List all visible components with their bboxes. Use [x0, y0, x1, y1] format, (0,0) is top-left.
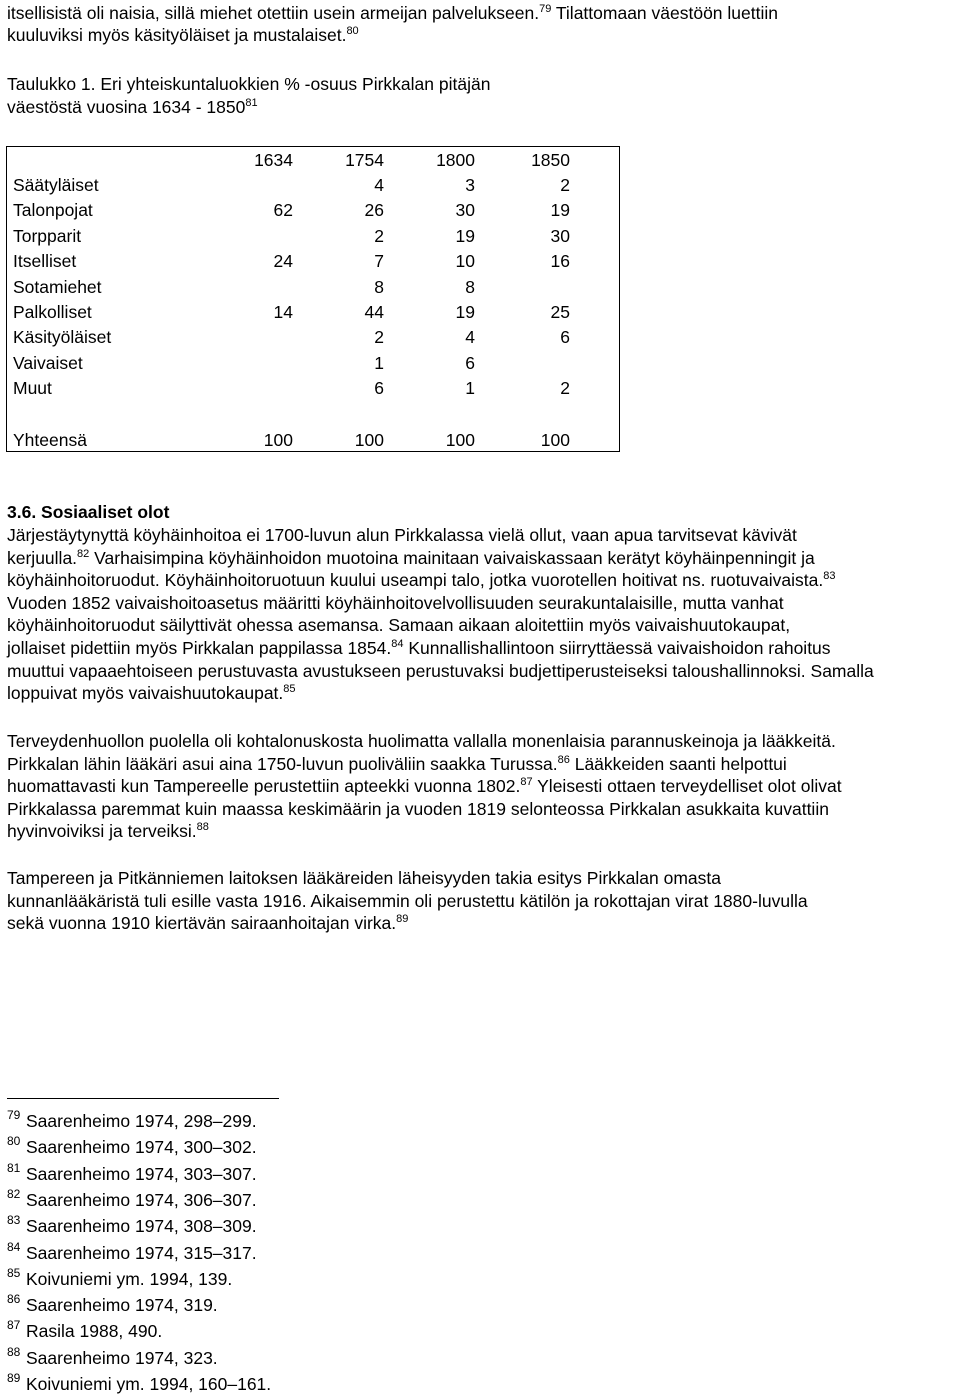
- footnote-text: Saarenheimo 1974, 306–307.: [26, 1189, 257, 1210]
- line-text: kerjuulla.: [7, 547, 78, 568]
- table-cell: 1: [465, 378, 475, 399]
- year-header: 1754: [345, 150, 384, 170]
- year-header: 1634: [254, 150, 293, 170]
- text-line: [7, 660, 874, 682]
- year-header: 1800: [436, 150, 475, 170]
- line-text: köyhäinhoitoruodut. Köyhäinhoitoruotuun kuului useampi talo, jotka vuorotellen hoitivat ns. ruotuvaivaista.: [7, 570, 824, 591]
- footnote-text: Koivuniemi ym. 1994, 139.: [26, 1268, 233, 1289]
- row-label: Talonpojat: [13, 200, 93, 221]
- row-label: Torpparit: [13, 225, 82, 246]
- table-cell: 1: [374, 352, 384, 373]
- line-text: Lääkkeiden saanti helpottui: [569, 753, 787, 774]
- table-cell: 25: [550, 302, 570, 322]
- row-label: Käsityöläiset: [13, 327, 112, 348]
- table-cell: 2: [374, 327, 384, 348]
- table-cell: 2: [560, 378, 570, 399]
- footnote-item: $^{86}$ Saarenheimo 1974, 319.: [7, 1292, 218, 1316]
- row-label: Sotamiehet: [13, 276, 102, 297]
- line-text: Pirkkalassa paremmat kuin maassa keskimäärin ja vuoden 1819 selonteossa Pirkkalan asukkaita kuvattiin: [7, 798, 829, 819]
- text-line: [7, 890, 808, 912]
- text-line: [7, 569, 835, 591]
- table-cell: 100: [354, 430, 384, 450]
- table-header-row: [7, 149, 619, 171]
- line-text: köyhäinhoitoruodut säilyttivät ohessa asemansa. Samaan aikaan aloitettiin myös vaivaishuutokaupat,: [7, 615, 791, 636]
- table-cell: 6: [465, 352, 475, 373]
- footnote-item: $^{84}$ Saarenheimo 1974, 315–317.: [7, 1239, 257, 1263]
- line-text: Pirkkalan lähin lääkäri asui aina 1750-luvun puoliväliin saakka Turussa.: [7, 753, 558, 774]
- statistics-table: [6, 146, 620, 452]
- table-row: [7, 250, 619, 272]
- footnote-ref[interactable]: 86: [557, 753, 570, 766]
- line-text: Yleisesti ottaen terveydelliset olot olivat: [532, 776, 842, 797]
- line-text: Tampereen ja Pitkänniemen laitoksen lääkäreiden läheisyyden takia esitys Pirkkalan omasta: [7, 868, 721, 888]
- table-cell: 19: [455, 302, 475, 322]
- footnote-ref[interactable]: 84: [391, 638, 404, 650]
- table-cell: 26: [364, 200, 384, 221]
- footnote-text: Rasila 1988, 490.: [26, 1321, 163, 1342]
- table-cell: 30: [455, 200, 475, 221]
- footnote-item: $^{88}$ Saarenheimo 1974, 323.: [7, 1344, 218, 1368]
- footnote-text: Saarenheimo 1974, 323.: [26, 1347, 218, 1368]
- line-text: Vuoden 1852 vaivaishoitoasetus määritti köyhäinhoitovelvollisuuden seurakuntalaisille, mutta vanhat: [7, 592, 784, 613]
- table-cell: 24: [273, 251, 293, 272]
- text-line: [7, 637, 831, 659]
- footnote-item: $^{83}$ Saarenheimo 1974, 308–309.: [7, 1213, 257, 1237]
- footnote-text: Saarenheimo 1974, 308–309.: [26, 1216, 257, 1237]
- text-line: [7, 820, 209, 842]
- line-text: Kunnallishallintoon siirryttäessä vaivaishoidon rahoitus: [403, 638, 831, 658]
- line-text: sekä vuonna 1910 kiertävän sairaanhoitajan virka.: [7, 913, 397, 934]
- table-cell: 19: [550, 200, 570, 221]
- table-cell: 100: [540, 430, 570, 450]
- row-label: Yhteensä: [13, 430, 87, 450]
- row-label: Säätyläiset: [13, 175, 99, 195]
- line-text: Varhaisimpina köyhäinhoidon muotoina mainitaan vaivaiskassaan kerätyt köyhäinpenningit ja: [89, 547, 815, 568]
- table-caption-line-1: Taulukko 1. Eri yhteiskuntaluokkien % -osuus Pirkkalan pitäjän: [7, 74, 491, 94]
- intro-text: itsellisistä oli naisia, sillä miehet otettiin usein armeijan palvelukseen.: [7, 3, 540, 23]
- table-cell: 4: [374, 175, 384, 195]
- table-cell: 16: [550, 251, 570, 272]
- footnote-text: Saarenheimo 1974, 319.: [26, 1295, 218, 1316]
- line-text: muuttui vapaaehtoiseen perustuvasta avustukseen perustuvaksi budjettiperusteiseksi taloushallinnoksi. Samalla: [7, 660, 874, 681]
- footnote-item: $^{89}$ Koivuniemi ym. 1994, 160–161.: [7, 1371, 272, 1394]
- text-line: [7, 614, 790, 636]
- line-text: loppuivat myös vaivaishuutokaupat.: [7, 683, 284, 704]
- footnote-ref[interactable]: 79: [539, 3, 552, 15]
- footnote-ref[interactable]: 82: [77, 547, 90, 560]
- intro-text: kuuluviksi myös käsityöläiset ja mustalaiset.: [7, 25, 347, 45]
- line-text: Terveydenhuollon puolella oli kohtalonuskosta huolimatta vallalla monenlaisia parannuskeinoja ja lääkkeitä.: [7, 731, 836, 751]
- footnote-ref[interactable]: 88: [196, 821, 209, 834]
- text-line: [7, 912, 408, 934]
- footnote-item: $^{80}$ Saarenheimo 1974, 300–302.: [7, 1134, 257, 1158]
- text-line: [7, 592, 784, 614]
- table-row: [7, 377, 619, 399]
- table-cell: 3: [465, 175, 475, 195]
- intro-line-2: [7, 24, 359, 46]
- table-cell: 30: [550, 225, 570, 246]
- table-cell: 19: [455, 225, 475, 246]
- table-cell: 6: [374, 378, 384, 399]
- footnote-divider: [7, 1098, 279, 1099]
- year-header: 1850: [531, 150, 570, 170]
- table-row: [7, 225, 619, 247]
- text-line: [7, 547, 815, 569]
- footnote-ref[interactable]: 83: [823, 570, 836, 583]
- text-line: [7, 682, 296, 704]
- table-cell: 4: [465, 327, 475, 348]
- footnote-ref[interactable]: 85: [283, 683, 296, 696]
- table-cell: 2: [374, 225, 384, 246]
- footnote-text: Koivuniemi ym. 1994, 160–161.: [26, 1374, 272, 1394]
- row-label: Muut: [13, 378, 52, 399]
- table-total-row: [7, 429, 619, 451]
- row-label: Itselliset: [13, 251, 77, 272]
- footnote-item: $^{79}$ Saarenheimo 1974, 298–299.: [7, 1108, 257, 1131]
- line-text: jollaiset pidettiin myös Pirkkalan pappilassa 1854.: [7, 638, 392, 658]
- table-row: [7, 301, 619, 323]
- row-label: Palkolliset: [13, 302, 92, 322]
- footnote-text: Saarenheimo 1974, 315–317.: [26, 1242, 257, 1263]
- table-cell: 14: [273, 302, 293, 322]
- table-caption-line-2: [7, 96, 258, 118]
- footnote-item: $^{85}$ Koivuniemi ym. 1994, 139.: [7, 1265, 233, 1289]
- row-label: Vaivaiset: [13, 352, 83, 373]
- table-cell: 62: [273, 200, 293, 221]
- table-cell: 7: [374, 251, 384, 272]
- footnote-text: Saarenheimo 1974, 303–307.: [26, 1163, 257, 1184]
- table-cell: 6: [560, 327, 570, 348]
- footnote-ref[interactable]: 87: [520, 776, 533, 789]
- table-row: [7, 174, 619, 196]
- table-row: [7, 326, 619, 348]
- text-line: [7, 775, 842, 797]
- table-cell: 2: [560, 175, 570, 195]
- footnote-text: Saarenheimo 1974, 300–302.: [26, 1137, 257, 1158]
- footnote-item: $^{81}$ Saarenheimo 1974, 303–307.: [7, 1160, 257, 1184]
- text-line: [7, 524, 797, 546]
- table-cell: 8: [374, 276, 384, 297]
- intro-text: Tilattomaan väestöön luettiin: [551, 3, 778, 23]
- table-row: [7, 199, 619, 221]
- table-cell: 100: [445, 430, 475, 450]
- line-text: kunnanlääkäristä tuli esille vasta 1916. Aikaisemmin oli perustettu kätilön ja rokottajan virat 1880-luvulla: [7, 890, 808, 911]
- table-cell: 100: [263, 430, 293, 450]
- text-line: [7, 753, 787, 775]
- line-text: huomattavasti kun Tampereelle perustettiin apteekki vuonna 1802.: [7, 776, 521, 797]
- table-cell: 44: [364, 302, 384, 322]
- table-row: [7, 276, 619, 298]
- footnote-ref[interactable]: 81: [245, 97, 258, 109]
- section-heading: 3.6. Sosiaaliset olot: [7, 502, 170, 522]
- footnote-ref[interactable]: 89: [396, 913, 409, 926]
- table-cell: 10: [455, 251, 475, 272]
- footnote-ref[interactable]: 80: [346, 25, 359, 37]
- footnote-item: $^{87}$ Rasila 1988, 490.: [7, 1318, 163, 1342]
- footnote-item: $^{82}$ Saarenheimo 1974, 306–307.: [7, 1186, 257, 1210]
- intro-line-1: [7, 2, 778, 24]
- text-line: [7, 730, 836, 752]
- text-line: [7, 867, 721, 889]
- table-cell: 8: [465, 276, 475, 297]
- caption-text: väestöstä vuosina 1634 - 1850: [7, 97, 246, 117]
- line-text: hyvinvoiviksi ja terveiksi.: [7, 821, 197, 842]
- table-row: [7, 352, 619, 374]
- line-text: Järjestäytynyttä köyhäinhoitoa ei 1700-luvun alun Pirkkalassa vielä ollut, vaan apua tarvitsevat kävivät: [7, 525, 797, 545]
- footnote-text: Saarenheimo 1974, 298–299.: [26, 1111, 257, 1131]
- text-line: [7, 798, 829, 820]
